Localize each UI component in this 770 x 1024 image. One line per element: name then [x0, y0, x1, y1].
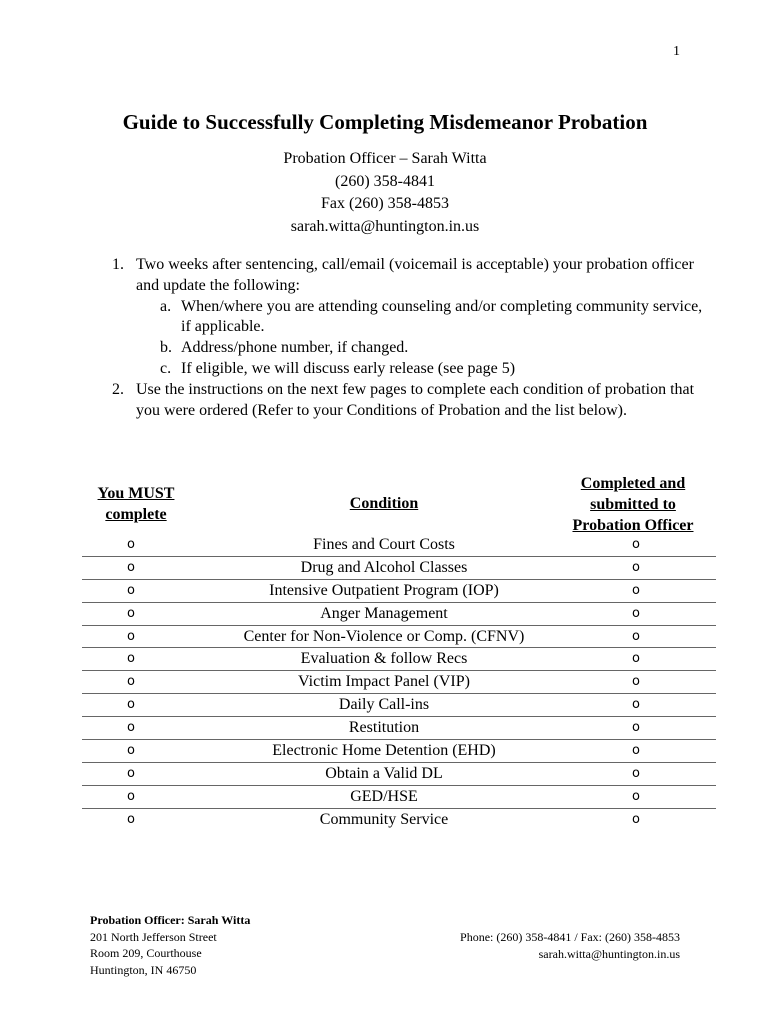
- completed-checkbox[interactable]: o: [632, 651, 640, 667]
- condition-label: Fines and Court Costs: [313, 536, 455, 553]
- contact-phone: (260) 358-4841: [335, 172, 435, 190]
- footer-address-line: 201 North Jefferson Street: [90, 929, 217, 944]
- header-must-complete: You MUST complete: [97, 485, 175, 523]
- page-number: 1: [673, 44, 680, 59]
- must-complete-checkbox[interactable]: o: [127, 559, 135, 575]
- must-complete-checkbox[interactable]: o: [127, 811, 135, 827]
- condition-label: Center for Non-Violence or Comp. (CFNV): [243, 627, 525, 645]
- must-complete-checkbox[interactable]: o: [127, 651, 135, 667]
- condition-label: Daily Call-ins: [338, 696, 430, 714]
- completed-checkbox[interactable]: o: [632, 582, 640, 598]
- condition-label: Intensive Outpatient Program (IOP): [269, 581, 499, 599]
- instruction-number: 2.: [112, 380, 124, 398]
- completed-checkbox[interactable]: o: [632, 628, 640, 644]
- instruction-subitem: [136, 297, 708, 339]
- completed-checkbox[interactable]: o: [632, 720, 640, 736]
- table-row: [82, 717, 716, 740]
- completed-checkbox[interactable]: o: [632, 788, 640, 804]
- condition-label: Electronic Home Detention (EHD): [272, 742, 496, 760]
- completed-checkbox[interactable]: o: [632, 537, 640, 552]
- instruction-number: 1.: [112, 256, 124, 273]
- table-row: [82, 786, 716, 809]
- completed-checkbox[interactable]: o: [632, 765, 640, 781]
- instruction-subitem: [136, 359, 708, 380]
- must-complete-checkbox[interactable]: o: [127, 743, 135, 759]
- must-complete-checkbox[interactable]: o: [127, 788, 135, 804]
- subitem-text: If eligible, we will discuss early release (see page 5): [181, 359, 516, 377]
- contact-block: [0, 148, 770, 238]
- instruction-item: [108, 380, 708, 422]
- footer-email: sarah.witta@huntington.in.us: [538, 946, 680, 961]
- header-completed: Completed and submitted to Probation Officer: [572, 475, 694, 534]
- must-complete-checkbox[interactable]: o: [127, 628, 135, 644]
- must-complete-checkbox[interactable]: o: [127, 720, 135, 736]
- completed-checkbox[interactable]: o: [632, 559, 640, 575]
- must-complete-checkbox[interactable]: o: [127, 537, 135, 552]
- must-complete-checkbox[interactable]: o: [127, 674, 135, 690]
- document-title: Guide to Successfully Completing Misdemeanor Probation: [122, 110, 648, 134]
- condition-label: Restitution: [348, 719, 420, 737]
- table-row: [82, 626, 716, 649]
- condition-label: Obtain a Valid DL: [325, 764, 443, 782]
- completed-checkbox[interactable]: o: [632, 605, 640, 621]
- table-row: [82, 603, 716, 626]
- table-row: [82, 580, 716, 603]
- completed-checkbox[interactable]: o: [632, 674, 640, 690]
- footer-officer: Probation Officer: Sarah Witta: [90, 913, 251, 927]
- conditions-table: [82, 534, 716, 831]
- instruction-text: Use the instructions on the next few pages to complete each condition of probation that you were ordered (Refer to your Conditions of Probation and the list below).: [136, 380, 695, 419]
- table-row: [82, 694, 716, 717]
- table-row: [82, 534, 716, 557]
- contact-officer: Probation Officer – Sarah Witta: [283, 150, 487, 167]
- subitem-letter: c.: [160, 359, 172, 377]
- subitem-letter: a.: [160, 297, 172, 315]
- footer-phone-fax: Phone: (260) 358-4841 / Fax: (260) 358-4853: [460, 930, 680, 944]
- table-row: [82, 557, 716, 580]
- must-complete-checkbox[interactable]: o: [127, 765, 135, 781]
- table-row: [82, 671, 716, 694]
- instruction-text: Two weeks after sentencing, call/email (voicemail is acceptable) your probation officer and update the following:: [136, 256, 694, 294]
- instructions-list: [108, 255, 708, 421]
- condition-label: Community Service: [319, 810, 449, 828]
- footer-address-line: Huntington, IN 46750: [90, 962, 197, 977]
- table-row: [82, 648, 716, 671]
- must-complete-checkbox[interactable]: o: [127, 605, 135, 621]
- contact-email: sarah.witta@huntington.in.us: [290, 217, 480, 235]
- condition-label: Drug and Alcohol Classes: [300, 558, 468, 576]
- completed-checkbox[interactable]: o: [632, 811, 640, 827]
- footer-address-line: Room 209, Courthouse: [90, 946, 202, 960]
- completed-checkbox[interactable]: o: [632, 697, 640, 713]
- must-complete-checkbox[interactable]: o: [127, 697, 135, 713]
- contact-fax: Fax (260) 358-4853: [321, 195, 449, 212]
- condition-label: Anger Management: [320, 604, 448, 622]
- subitem-letter: b.: [160, 339, 172, 357]
- footer-address: [90, 912, 250, 978]
- table-row: [82, 809, 716, 831]
- condition-label: Victim Impact Panel (VIP): [298, 673, 470, 691]
- completed-checkbox[interactable]: o: [632, 743, 640, 759]
- instruction-item: [108, 255, 708, 380]
- header-condition: Condition: [349, 495, 419, 512]
- table-row: [82, 763, 716, 786]
- condition-label: Evaluation & follow Recs: [300, 650, 468, 668]
- subitem-text: Address/phone number, if changed.: [181, 339, 409, 357]
- footer-contact: [460, 929, 680, 962]
- must-complete-checkbox[interactable]: o: [127, 582, 135, 598]
- condition-label: GED/HSE: [350, 787, 418, 805]
- table-row: [82, 740, 716, 763]
- instruction-subitem: [136, 338, 708, 359]
- subitem-text: When/where you are attending counseling and/or completing community service, if applicable.: [181, 297, 703, 336]
